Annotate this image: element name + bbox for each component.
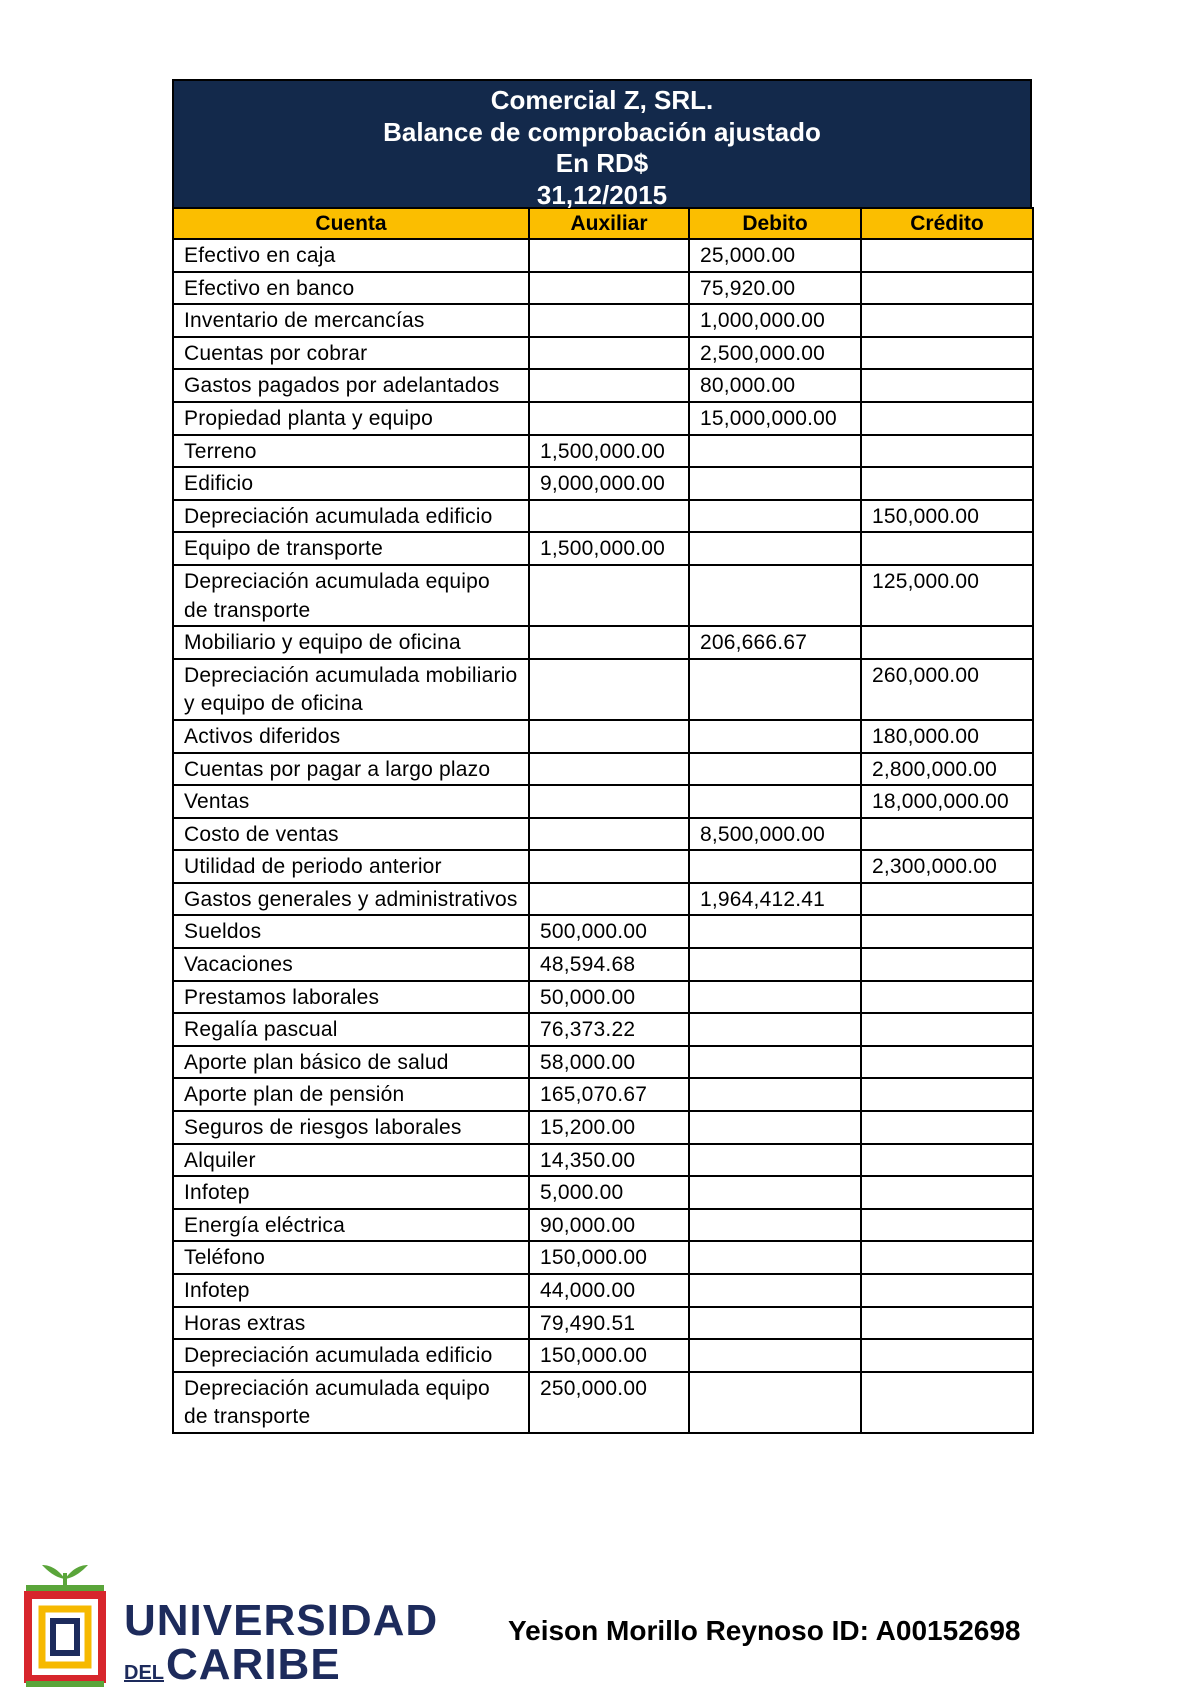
table-row [173,304,1033,337]
footer [0,1555,1200,1696]
cell-auxiliar: 9,000,000.00 [529,467,689,500]
table-row [173,1372,1033,1433]
university-name-caribe: CARIBE [166,1640,341,1689]
table-row [173,883,1033,916]
cell-debito [689,1078,861,1111]
cell-cuenta: Terreno [173,435,529,468]
cell-cuenta: Teléfono [173,1241,529,1274]
cell-credito [861,948,1033,981]
cell-cuenta: Efectivo en caja [173,239,529,272]
table-row [173,753,1033,786]
cell-auxiliar: 500,000.00 [529,915,689,948]
cell-auxiliar [529,720,689,753]
report-currency: En RD$ [555,148,649,178]
university-name [124,1596,439,1695]
cell-cuenta: Aporte plan básico de salud [173,1046,529,1079]
cell-cuenta: Costo de ventas [173,818,529,851]
cell-credito [861,981,1033,1014]
cell-auxiliar [529,337,689,370]
table-row [173,337,1033,370]
cell-debito: 2,500,000.00 [689,337,861,370]
university-name-line2 [124,1640,438,1695]
cell-credito [861,1307,1033,1340]
table-row [173,1013,1033,1046]
cell-debito [689,1339,861,1372]
cell-debito [689,850,861,883]
cell-credito: 180,000.00 [861,720,1033,753]
table-row [173,532,1033,565]
cell-cuenta: Regalía pascual [173,1013,529,1046]
cell-credito [861,1372,1033,1433]
balance-table [172,207,1034,1434]
table-row [173,981,1033,1014]
cell-credito [861,467,1033,500]
cell-credito: 18,000,000.00 [861,785,1033,818]
cell-cuenta: Activos diferidos [173,720,529,753]
cell-auxiliar [529,883,689,916]
university-name-line1: UNIVERSIDAD [124,1596,439,1645]
table-row [173,272,1033,305]
cell-auxiliar: 250,000.00 [529,1372,689,1433]
cell-auxiliar [529,369,689,402]
cell-cuenta: Cuentas por pagar a largo plazo [173,753,529,786]
header-auxiliar: Auxiliar [529,208,689,239]
cell-debito [689,1372,861,1433]
table-row [173,1241,1033,1274]
university-logo-icon [20,1555,110,1689]
table-row [173,402,1033,435]
table-row [173,500,1033,533]
cell-auxiliar [529,500,689,533]
table-row [173,1176,1033,1209]
cell-credito: 260,000.00 [861,659,1033,720]
cell-debito [689,948,861,981]
cell-cuenta: Energía eléctrica [173,1209,529,1242]
cell-debito: 1,964,412.41 [689,883,861,916]
cell-auxiliar [529,659,689,720]
header-debito: Debito [689,208,861,239]
cell-auxiliar: 15,200.00 [529,1111,689,1144]
cell-cuenta: Depreciación acumulada equipo de transporte [173,565,529,626]
cell-credito [861,883,1033,916]
cell-auxiliar [529,626,689,659]
balance-sheet [172,79,1032,1434]
cell-cuenta: Vacaciones [173,948,529,981]
cell-debito [689,435,861,468]
table-row [173,1111,1033,1144]
cell-debito [689,500,861,533]
cell-auxiliar: 50,000.00 [529,981,689,1014]
cell-credito [861,626,1033,659]
university-name-del: DEL [124,1662,164,1684]
cell-auxiliar: 1,500,000.00 [529,532,689,565]
cell-cuenta: Mobiliario y equipo de oficina [173,626,529,659]
cell-auxiliar: 5,000.00 [529,1176,689,1209]
table-row [173,720,1033,753]
table-row [173,818,1033,851]
cell-auxiliar: 48,594.68 [529,948,689,981]
cell-debito [689,1013,861,1046]
cell-cuenta: Inventario de mercancías [173,304,529,337]
cell-auxiliar: 90,000.00 [529,1209,689,1242]
header-cuenta: Cuenta [173,208,529,239]
cell-cuenta: Sueldos [173,915,529,948]
table-row [173,1274,1033,1307]
cell-cuenta: Gastos generales y administrativos [173,883,529,916]
header-credito: Crédito [861,208,1033,239]
table-row [173,1209,1033,1242]
cell-credito [861,337,1033,370]
cell-debito [689,1111,861,1144]
cell-cuenta: Depreciación acumulada equipo de transporte [173,1372,529,1433]
cell-debito [689,659,861,720]
cell-auxiliar: 58,000.00 [529,1046,689,1079]
cell-auxiliar [529,272,689,305]
cell-auxiliar: 150,000.00 [529,1241,689,1274]
cell-credito [861,1078,1033,1111]
cell-auxiliar [529,850,689,883]
cell-debito [689,1241,861,1274]
table-row [173,1307,1033,1340]
cell-debito: 15,000,000.00 [689,402,861,435]
cell-credito [861,1209,1033,1242]
cell-auxiliar: 44,000.00 [529,1274,689,1307]
cell-credito [861,1046,1033,1079]
cell-credito [861,1111,1033,1144]
cell-debito: 206,666.67 [689,626,861,659]
cell-debito [689,981,861,1014]
report-title-block [172,79,1032,210]
table-row [173,785,1033,818]
cell-debito: 1,000,000.00 [689,304,861,337]
cell-credito [861,239,1033,272]
cell-auxiliar [529,753,689,786]
table-row [173,626,1033,659]
cell-credito: 150,000.00 [861,500,1033,533]
cell-cuenta: Prestamos laborales [173,981,529,1014]
table-row [173,915,1033,948]
cell-auxiliar [529,565,689,626]
cell-debito [689,565,861,626]
cell-cuenta: Infotep [173,1274,529,1307]
cell-credito [861,818,1033,851]
cell-credito [861,915,1033,948]
cell-debito [689,1046,861,1079]
cell-credito: 2,800,000.00 [861,753,1033,786]
cell-cuenta: Alquiler [173,1144,529,1177]
cell-cuenta: Depreciación acumulada mobiliario y equipo de oficina [173,659,529,720]
table-row [173,659,1033,720]
cell-cuenta: Horas extras [173,1307,529,1340]
cell-debito [689,1209,861,1242]
cell-auxiliar: 14,350.00 [529,1144,689,1177]
cell-debito [689,1274,861,1307]
table-row [173,435,1033,468]
cell-credito [861,1144,1033,1177]
cell-credito [861,1274,1033,1307]
cell-credito: 2,300,000.00 [861,850,1033,883]
cell-credito [861,532,1033,565]
report-date: 31,12/2015 [536,179,668,210]
cell-auxiliar [529,818,689,851]
cell-debito [689,1144,861,1177]
cell-credito [861,435,1033,468]
cell-cuenta: Seguros de riesgos laborales [173,1111,529,1144]
cell-debito [689,915,861,948]
cell-cuenta: Efectivo en banco [173,272,529,305]
cell-credito [861,369,1033,402]
cell-credito [861,1176,1033,1209]
student-id: Yeison Morillo Reynoso ID: A00152698 [508,1615,1021,1646]
table-row [173,1046,1033,1079]
cell-auxiliar: 79,490.51 [529,1307,689,1340]
table-row [173,948,1033,981]
cell-debito [689,753,861,786]
table-row [173,369,1033,402]
cell-credito [861,1013,1033,1046]
cell-credito: 125,000.00 [861,565,1033,626]
cell-debito: 8,500,000.00 [689,818,861,851]
cell-credito [861,402,1033,435]
table-row [173,239,1033,272]
company-name: Comercial Z, SRL. [490,85,714,115]
report-title: Balance de comprobación ajustado [383,116,821,147]
table-header-row [173,208,1033,239]
cell-cuenta: Depreciación acumulada edificio [173,1339,529,1372]
cell-auxiliar: 1,500,000.00 [529,435,689,468]
cell-cuenta: Propiedad planta y equipo [173,402,529,435]
cell-cuenta: Aporte plan de pensión [173,1078,529,1111]
table-row [173,467,1033,500]
cell-cuenta: Depreciación acumulada edificio [173,500,529,533]
table-row [173,1144,1033,1177]
cell-debito: 25,000.00 [689,239,861,272]
cell-debito [689,1176,861,1209]
cell-credito [861,1241,1033,1274]
cell-auxiliar: 165,070.67 [529,1078,689,1111]
cell-cuenta: Gastos pagados por adelantados [173,369,529,402]
cell-credito [861,1339,1033,1372]
cell-debito: 80,000.00 [689,369,861,402]
table-row [173,1339,1033,1372]
cell-auxiliar [529,304,689,337]
cell-auxiliar [529,785,689,818]
table-body [173,239,1033,1433]
cell-auxiliar: 76,373.22 [529,1013,689,1046]
cell-cuenta: Equipo de transporte [173,532,529,565]
cell-cuenta: Ventas [173,785,529,818]
cell-debito [689,532,861,565]
table-row [173,565,1033,626]
table-row [173,850,1033,883]
cell-debito [689,785,861,818]
cell-debito [689,720,861,753]
cell-debito [689,1307,861,1340]
cell-cuenta: Infotep [173,1176,529,1209]
table-row [173,1078,1033,1111]
cell-auxiliar: 150,000.00 [529,1339,689,1372]
cell-credito [861,304,1033,337]
cell-auxiliar [529,239,689,272]
cell-debito [689,467,861,500]
cell-cuenta: Edificio [173,467,529,500]
cell-debito: 75,920.00 [689,272,861,305]
cell-cuenta: Cuentas por cobrar [173,337,529,370]
cell-auxiliar [529,402,689,435]
cell-credito [861,272,1033,305]
cell-cuenta: Utilidad de periodo anterior [173,850,529,883]
